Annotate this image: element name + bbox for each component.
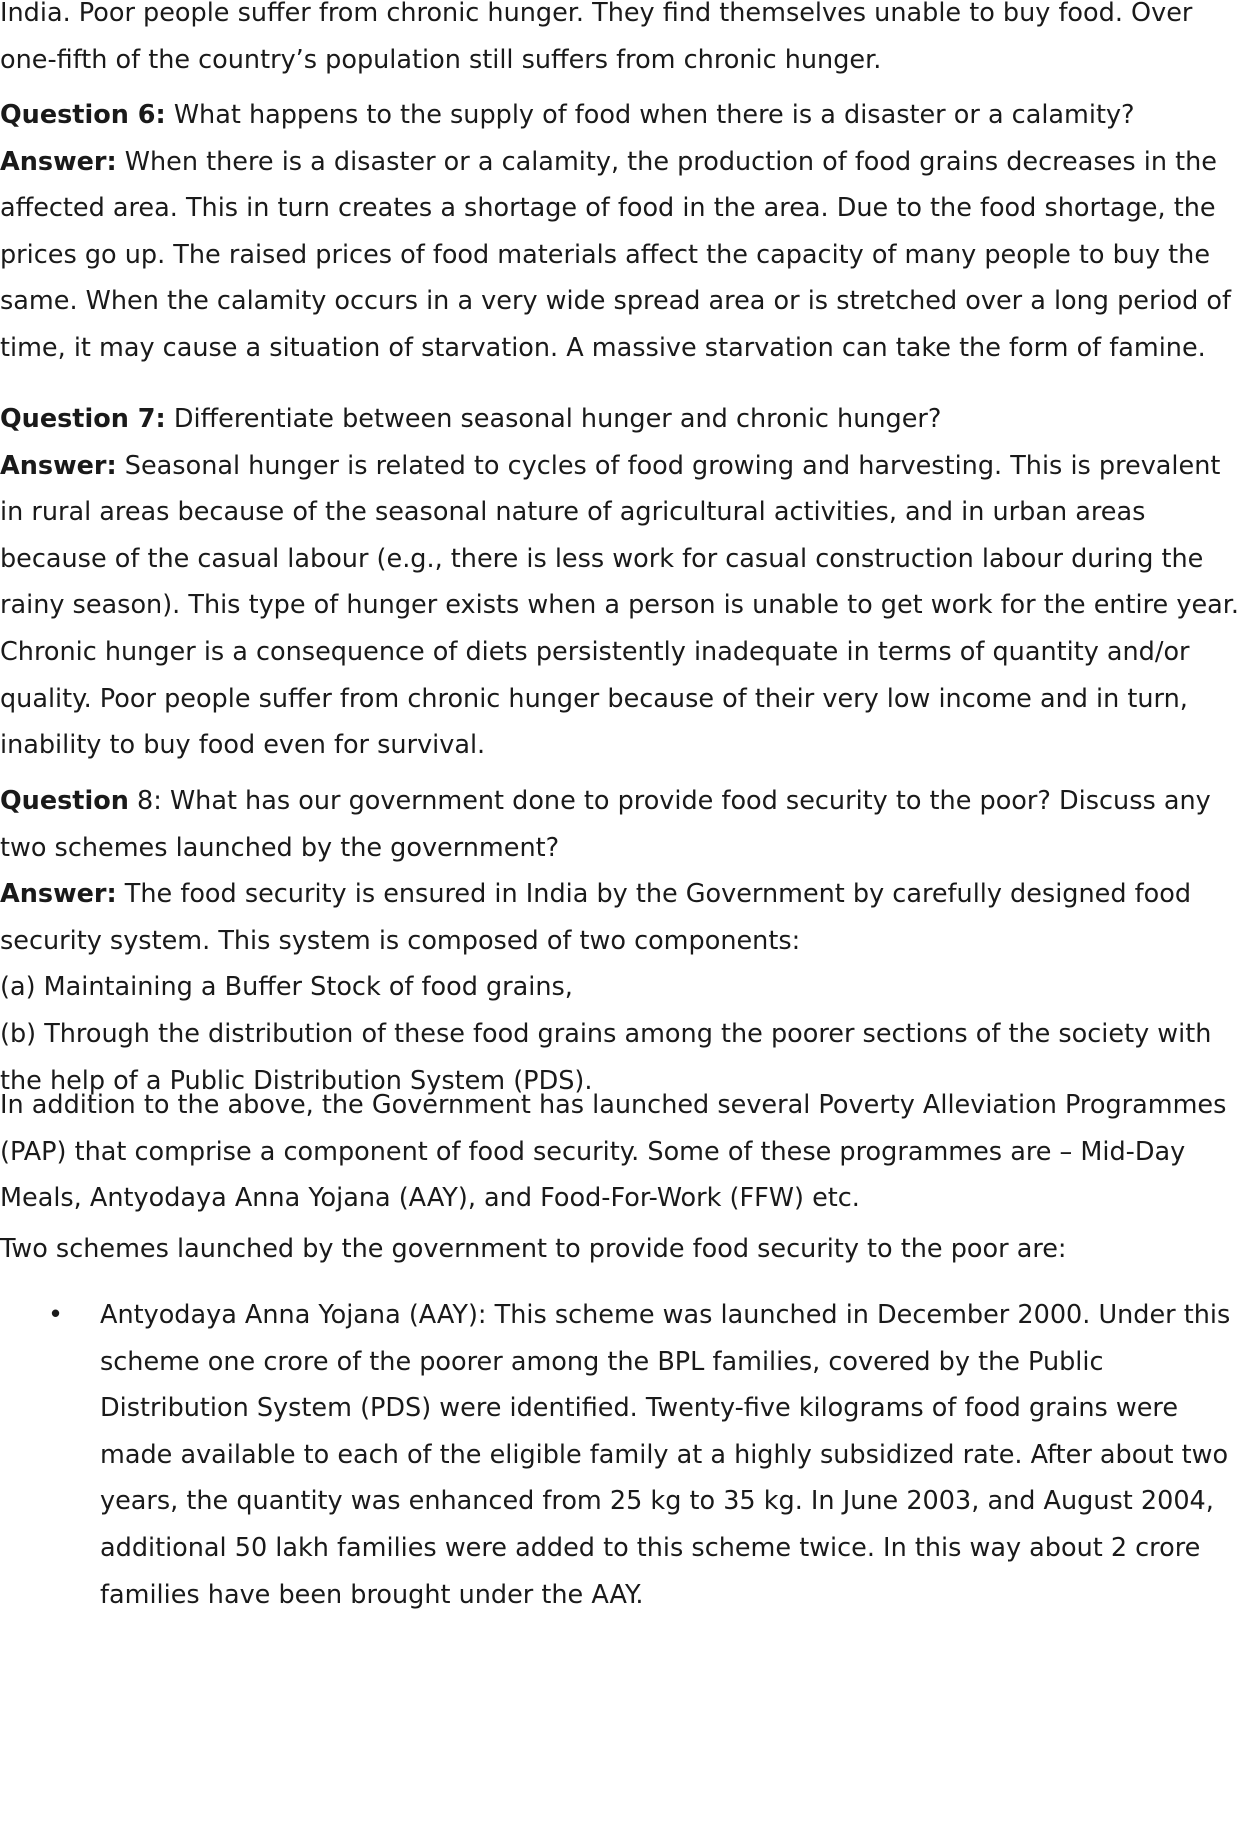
scheme-aay-text: Antyodaya Anna Yojana (AAY): This scheme was launched in December 2000. Under this scheme one crore of the poorer among the BPL families, covered by the Public Distribution System (PDS) were identified. Twenty-five kilograms of food grains were made available to each of the eligible family at a highly subsidized rate. After about two years, the quantity was enhanced from 25 kg to 35 kg. In June 2003, and August 2004, additional 50 lakh families were added to this scheme twice. In this way about 2 crore families have been brought under the AAY. <box>100 1300 1231 1610</box>
schemes-intro-paragraph <box>0 1226 1249 1273</box>
answer-8-text: The food security is ensured in India by the Government by carefully designed food security system. This system is composed of two components: <box>0 879 1192 956</box>
pap-paragraph <box>0 1082 1249 1222</box>
question-6-label: Question 6: <box>0 100 166 130</box>
answer-6-label: Answer: <box>0 146 117 177</box>
bullet-icon: • <box>48 1300 64 1330</box>
question-8-text: 8: What has our government done to provide food security to the poor? Discuss any two schemes launched by the government? <box>0 786 1211 863</box>
answer-8-item-a: (a) Maintaining a Buffer Stock of food grains, <box>0 972 573 1003</box>
schemes-intro-text: Two schemes launched by the government to provide food security to the poor are: <box>0 1234 1067 1264</box>
question-7-label: Question 7: <box>0 404 166 434</box>
question-6-text: What happens to the supply of food when there is a disaster or a calamity? <box>165 100 1135 130</box>
answer-7-label: Answer: <box>0 450 117 481</box>
answer-7-text: Seasonal hunger is related to cycles of food growing and harvesting. This is prevalent in rural areas because of the seasonal nature of agricultural activities, and in urban areas because of the casual labour (e.g., there is less work for casual construction labour during the rainy season). This type of hunger exists when a person is unable to get work for the entire year. <box>0 450 1240 621</box>
question-6-block <box>0 92 1249 372</box>
answer-7-text-2: Chronic hunger is a consequence of diets persistently inadequate in terms of quantity and/or quality. Poor people suffer from chronic hunger because of their very low income and in turn, inability to buy food even for survival. <box>0 636 1190 761</box>
pap-text: In addition to the above, the Government has launched several Poverty Alleviation Programmes (PAP) that comprise a component of food security. Some of these programmes are – Mid-Day Meals, Antyodaya Anna Yojana (AAY), and Food-For-Work (FFW) etc. <box>0 1090 1227 1214</box>
question-8-block <box>0 778 1249 1104</box>
question-8-label: Question <box>0 786 129 816</box>
answer-8-label: Answer: <box>0 879 117 910</box>
intro-paragraph <box>0 0 1249 83</box>
intro-text: India. Poor people suffer from chronic hunger. They find themselves unable to buy food. Over one-fifth of the country’s population still suffers from chronic hunger. <box>0 0 1193 75</box>
question-7-block <box>0 396 1249 769</box>
answer-6-text: When there is a disaster or a calamity, the production of food grains decreases in the affected area. This in turn creates a shortage of food in the area. Due to the food shortage, the prices go up. The raised prices of food materials affect the capacity of many people to buy the same. When the calamity occurs in a very wide spread area or is stretched over a long period of time, it may cause a situation of starvation. A massive starvation can take the form of famine. <box>0 146 1232 363</box>
scheme-list-item <box>100 1292 1249 1618</box>
answer-8-item-b: (b) Through the distribution of these food grains among the poorer sections of the society with the help of a Public Distribution System (PDS). <box>0 1018 1212 1096</box>
question-7-text: Differentiate between seasonal hunger and chronic hunger? <box>165 404 942 434</box>
